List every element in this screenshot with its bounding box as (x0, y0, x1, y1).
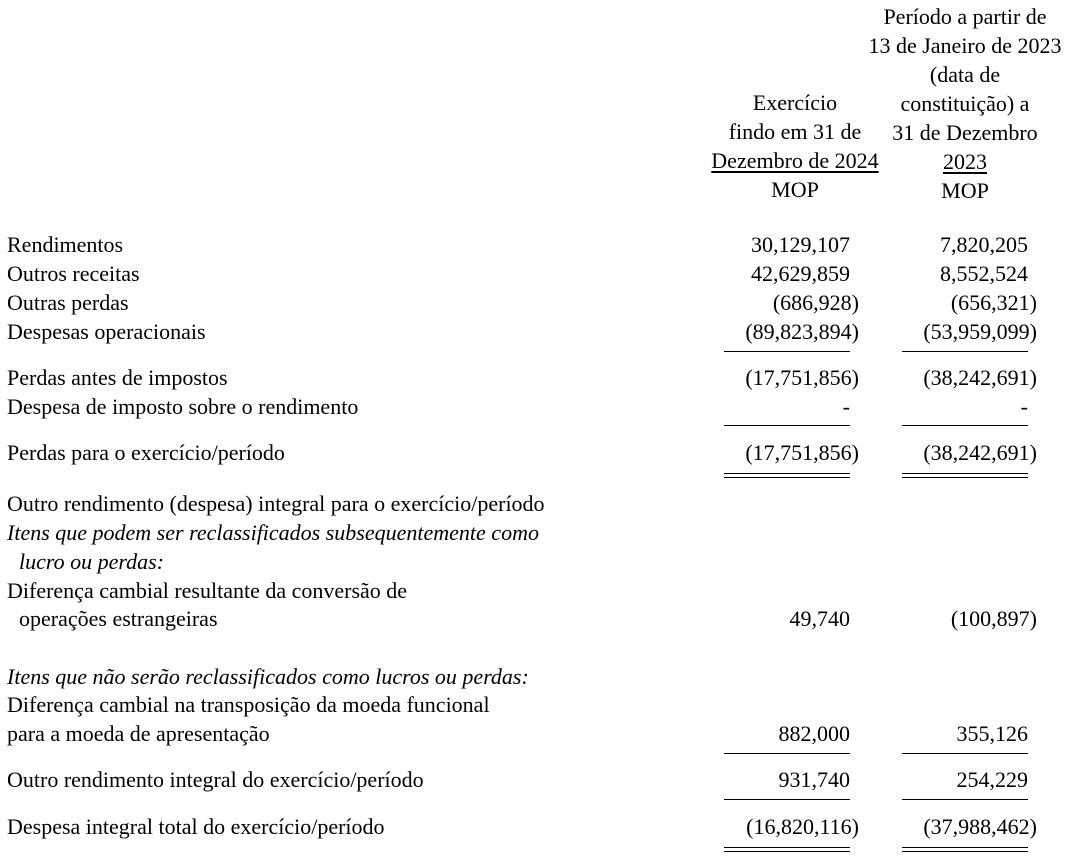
row-label-outro-rendimento-integral: Outro rendimento integral do exercício/período (7, 767, 424, 792)
column-header-2023 (845, 2, 1072, 205)
row-label-moeda-apresentacao: para a moeda de apresentação (7, 721, 270, 746)
value-2024: 49,740 (789, 606, 850, 631)
header-line: 2023 (943, 149, 987, 174)
value-2024: (16,820,116) (746, 814, 859, 839)
value-2023: - (1020, 394, 1028, 419)
value-2023: (656,321) (950, 290, 1037, 315)
header-line: (data de (929, 62, 1001, 87)
value-2023: 8,552,524 (940, 261, 1028, 286)
value-2023: (38,242,691) (923, 365, 1037, 390)
value-2023: 355,126 (956, 721, 1028, 746)
value-2024: (89,823,894) (745, 319, 859, 344)
value-2024: (17,751,856) (745, 365, 859, 390)
row-label-outro-rendimento-despesa: Outro rendimento (despesa) integral para o exercício/período (7, 491, 545, 516)
row-label-outras-perdas: Outras perdas (7, 290, 129, 315)
header-line: findo em 31 de (728, 119, 862, 144)
row-label-outros-receitas: Outros receitas (7, 261, 140, 286)
header-line: constituição) a (900, 91, 1030, 116)
row-label-despesa-imposto: Despesa de imposto sobre o rendimento (7, 394, 359, 419)
section-heading-continued: lucro ou perdas: (19, 549, 165, 574)
subtotal-rule (724, 425, 850, 426)
subtotal-rule (724, 753, 850, 754)
value-2024: 931,740 (778, 767, 850, 792)
header-currency: MOP (941, 178, 989, 203)
header-currency: MOP (771, 177, 819, 202)
header-line: Dezembro de 2024 (711, 148, 879, 173)
row-label-despesas-operacionais: Despesas operacionais (7, 319, 206, 344)
value-2024: 882,000 (778, 721, 850, 746)
row-label-diferenca-cambial-conversao: Diferença cambial resultante da conversão de (7, 578, 408, 603)
row-label-despesa-integral-total: Despesa integral total do exercício/período (7, 814, 385, 839)
row-label-operacoes-estrangeiras: operações estrangeiras (19, 606, 218, 631)
total-double-rule (902, 473, 1028, 478)
value-2023: 254,229 (956, 767, 1028, 792)
section-heading-reclassificados: Itens que podem ser reclassificados subsequentemente como (7, 520, 539, 545)
value-2023: 7,820,205 (940, 232, 1028, 257)
header-line: 13 de Janeiro de 2023 (868, 33, 1062, 58)
value-2023: (100,897) (950, 606, 1037, 631)
subtotal-rule (724, 351, 850, 352)
total-double-rule (902, 847, 1028, 852)
header-line: 31 de Dezembro (892, 120, 1038, 145)
value-2024: 42,629,859 (751, 261, 850, 286)
header-line: Período a partir de (883, 4, 1047, 29)
row-label-perdas-antes-impostos: Perdas antes de impostos (7, 365, 228, 390)
value-2024: 30,129,107 (751, 232, 850, 257)
value-2024: (17,751,856) (745, 440, 859, 465)
value-2024: (686,928) (772, 290, 859, 315)
value-2024: - (842, 394, 850, 419)
value-2023: (53,959,099) (923, 319, 1037, 344)
row-label-diferenca-cambial-transposicao: Diferença cambial na transposição da moeda funcional (7, 692, 490, 717)
subtotal-rule (902, 753, 1028, 754)
value-2023: (38,242,691) (923, 440, 1037, 465)
row-label-perdas-exercicio: Perdas para o exercício/período (7, 440, 285, 465)
header-line: Exercício (752, 90, 838, 115)
total-double-rule (724, 473, 850, 478)
subtotal-rule (902, 425, 1028, 426)
subtotal-rule (902, 799, 1028, 800)
subtotal-rule (902, 351, 1028, 352)
subtotal-rule (724, 799, 850, 800)
section-heading-nao-reclassificados: Itens que não serão reclassificados como lucros ou perdas: (7, 664, 529, 689)
total-double-rule (724, 847, 850, 852)
value-2023: (37,988,462) (923, 814, 1037, 839)
row-label-rendimentos: Rendimentos (7, 232, 124, 257)
